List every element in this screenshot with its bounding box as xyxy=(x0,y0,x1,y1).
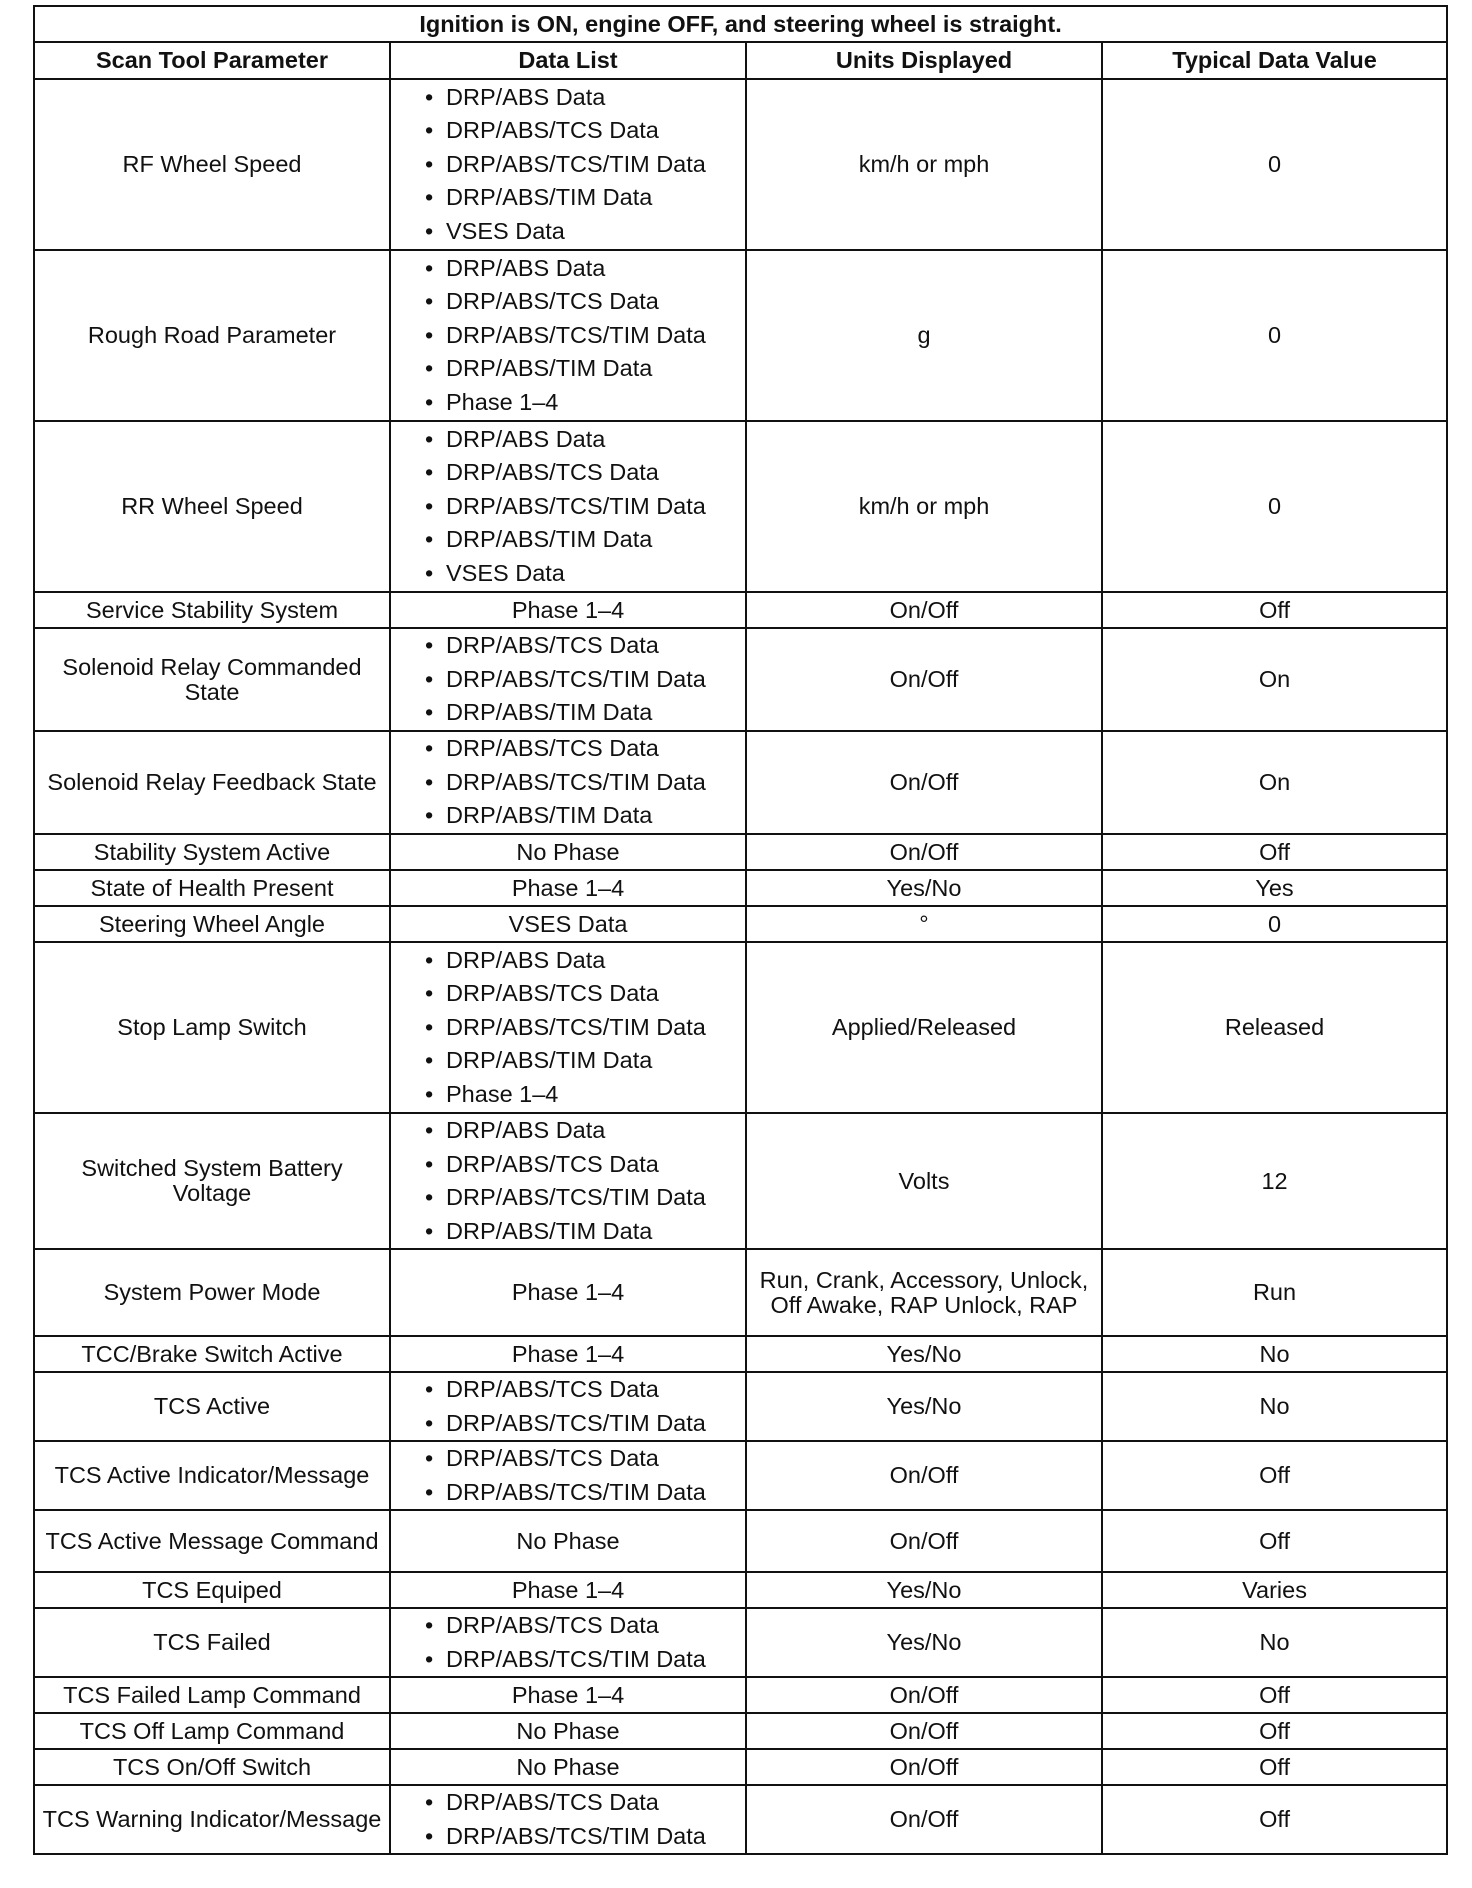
typical-value-cell: No xyxy=(1102,1608,1447,1677)
parameter-cell: TCS Active Indicator/Message xyxy=(34,1441,390,1510)
data-list-cell: No Phase xyxy=(390,834,746,870)
condition-row xyxy=(34,6,1447,42)
data-list xyxy=(421,944,739,1112)
units-cell: On/Off xyxy=(746,1510,1102,1572)
data-list-item: • DRP/ABS/TCS Data xyxy=(421,629,739,663)
parameter-cell: Solenoid Relay Feedback State xyxy=(34,731,390,834)
typical-value-cell: Off xyxy=(1102,834,1447,870)
data-list-item: • DRP/ABS/TCS/TIM Data xyxy=(421,1820,739,1854)
data-list-cell xyxy=(390,421,746,592)
header-row xyxy=(34,42,1447,79)
data-list xyxy=(421,81,739,249)
typical-value-cell: Run xyxy=(1102,1249,1447,1336)
units-cell: Applied/Released xyxy=(746,942,1102,1113)
column-header-parameter: Scan Tool Parameter xyxy=(34,42,390,79)
data-list-item: • DRP/ABS/TCS Data xyxy=(421,114,739,148)
data-list xyxy=(421,1786,739,1853)
data-list-item: • Phase 1–4 xyxy=(421,1078,739,1112)
data-list-cell: No Phase xyxy=(390,1510,746,1572)
table-row xyxy=(34,731,1447,834)
column-header-typical-value: Typical Data Value xyxy=(1102,42,1447,79)
data-list-cell xyxy=(390,942,746,1113)
table-row xyxy=(34,1441,1447,1510)
data-list-item: • DRP/ABS/TIM Data xyxy=(421,1044,739,1078)
table-row xyxy=(34,1510,1447,1572)
units-cell: ° xyxy=(746,906,1102,942)
table-row xyxy=(34,870,1447,906)
table-row xyxy=(34,1608,1447,1677)
units-cell: Yes/No xyxy=(746,1336,1102,1372)
data-list-item: • DRP/ABS/TIM Data xyxy=(421,696,739,730)
data-list-cell xyxy=(390,731,746,834)
data-list-cell xyxy=(390,1372,746,1441)
parameter-cell: Switched System Battery Voltage xyxy=(34,1113,390,1249)
data-list-cell xyxy=(390,1441,746,1510)
typical-value-cell: Yes xyxy=(1102,870,1447,906)
data-list-item: • DRP/ABS/TCS/TIM Data xyxy=(421,1181,739,1215)
data-list-cell xyxy=(390,1608,746,1677)
units-cell: Yes/No xyxy=(746,1608,1102,1677)
data-list-cell: VSES Data xyxy=(390,906,746,942)
typical-value-cell: Varies xyxy=(1102,1572,1447,1608)
data-list-cell: Phase 1–4 xyxy=(390,592,746,628)
parameter-cell: TCS On/Off Switch xyxy=(34,1749,390,1785)
data-list-item: • DRP/ABS/TCS/TIM Data xyxy=(421,1476,739,1510)
table-row xyxy=(34,1785,1447,1854)
table-row xyxy=(34,1249,1447,1336)
units-cell: g xyxy=(746,250,1102,421)
data-list-item: • DRP/ABS Data xyxy=(421,423,739,457)
parameter-cell: TCS Off Lamp Command xyxy=(34,1713,390,1749)
typical-value-cell: Off xyxy=(1102,592,1447,628)
units-cell: On/Off xyxy=(746,731,1102,834)
units-cell: On/Off xyxy=(746,1749,1102,1785)
table-row xyxy=(34,834,1447,870)
data-list-cell: No Phase xyxy=(390,1749,746,1785)
units-cell: km/h or mph xyxy=(746,79,1102,250)
column-header-units: Units Displayed xyxy=(746,42,1102,79)
parameter-cell: TCS Active xyxy=(34,1372,390,1441)
data-list-cell xyxy=(390,1785,746,1854)
units-cell: On/Off xyxy=(746,628,1102,731)
data-list-item: • DRP/ABS/TCS Data xyxy=(421,1373,739,1407)
typical-value-cell: Off xyxy=(1102,1441,1447,1510)
parameter-cell: TCC/Brake Switch Active xyxy=(34,1336,390,1372)
data-list xyxy=(421,1373,739,1440)
table-row xyxy=(34,79,1447,250)
data-list-cell: Phase 1–4 xyxy=(390,1677,746,1713)
data-list-cell xyxy=(390,250,746,421)
table-row xyxy=(34,628,1447,731)
table-row xyxy=(34,1372,1447,1441)
data-list-cell: Phase 1–4 xyxy=(390,870,746,906)
data-list xyxy=(421,732,739,833)
scan-tool-data-table xyxy=(33,5,1448,1855)
column-header-data-list: Data List xyxy=(390,42,746,79)
data-list-cell xyxy=(390,628,746,731)
table-row xyxy=(34,1336,1447,1372)
units-cell: km/h or mph xyxy=(746,421,1102,592)
data-list-item: • DRP/ABS/TCS Data xyxy=(421,1148,739,1182)
data-list-cell: Phase 1–4 xyxy=(390,1572,746,1608)
typical-value-cell: Off xyxy=(1102,1785,1447,1854)
data-list-cell: Phase 1–4 xyxy=(390,1336,746,1372)
test-condition: Ignition is ON, engine OFF, and steering wheel is straight. xyxy=(34,6,1447,42)
units-cell: On/Off xyxy=(746,1785,1102,1854)
data-list xyxy=(421,1609,739,1676)
table-row xyxy=(34,942,1447,1113)
units-cell: Volts xyxy=(746,1113,1102,1249)
data-list xyxy=(421,252,739,420)
data-list-item: • DRP/ABS/TCS Data xyxy=(421,1442,739,1476)
typical-value-cell: 0 xyxy=(1102,250,1447,421)
data-list-cell xyxy=(390,1113,746,1249)
parameter-cell: State of Health Present xyxy=(34,870,390,906)
data-list-item: • VSES Data xyxy=(421,557,739,591)
parameter-cell: Rough Road Parameter xyxy=(34,250,390,421)
table-row xyxy=(34,1713,1447,1749)
data-list-item: • DRP/ABS Data xyxy=(421,252,739,286)
parameter-cell: Service Stability System xyxy=(34,592,390,628)
table-row xyxy=(34,1749,1447,1785)
data-list-item: • DRP/ABS Data xyxy=(421,944,739,978)
data-list-item: • Phase 1–4 xyxy=(421,386,739,420)
data-list-item: • DRP/ABS/TCS/TIM Data xyxy=(421,148,739,182)
data-list-item: • DRP/ABS/TCS Data xyxy=(421,1786,739,1820)
data-list-item: • DRP/ABS/TIM Data xyxy=(421,799,739,833)
typical-value-cell: Off xyxy=(1102,1677,1447,1713)
data-list-item: • DRP/ABS/TCS/TIM Data xyxy=(421,663,739,697)
parameter-cell: Solenoid Relay Commanded State xyxy=(34,628,390,731)
units-cell: On/Off xyxy=(746,592,1102,628)
data-list-item: • DRP/ABS/TCS/TIM Data xyxy=(421,1643,739,1677)
data-list-item: • DRP/ABS/TCS Data xyxy=(421,285,739,319)
data-list-item: • DRP/ABS/TCS Data xyxy=(421,456,739,490)
data-list-item: • DRP/ABS/TCS/TIM Data xyxy=(421,1011,739,1045)
data-list-item: • DRP/ABS Data xyxy=(421,81,739,115)
table-row xyxy=(34,592,1447,628)
data-list-item: • DRP/ABS/TIM Data xyxy=(421,523,739,557)
typical-value-cell: On xyxy=(1102,731,1447,834)
units-cell: On/Off xyxy=(746,1441,1102,1510)
units-cell: Yes/No xyxy=(746,870,1102,906)
data-list xyxy=(421,629,739,730)
data-list xyxy=(421,1114,739,1248)
typical-value-cell: 0 xyxy=(1102,79,1447,250)
units-cell: On/Off xyxy=(746,1713,1102,1749)
table-row xyxy=(34,906,1447,942)
units-cell: On/Off xyxy=(746,834,1102,870)
typical-value-cell: 12 xyxy=(1102,1113,1447,1249)
table-row xyxy=(34,1572,1447,1608)
data-list-item: • DRP/ABS/TCS/TIM Data xyxy=(421,490,739,524)
units-cell: On/Off xyxy=(746,1677,1102,1713)
data-list xyxy=(421,423,739,591)
data-list-item: • DRP/ABS Data xyxy=(421,1114,739,1148)
typical-value-cell: Off xyxy=(1102,1510,1447,1572)
data-list-item: • DRP/ABS/TIM Data xyxy=(421,1215,739,1249)
data-list-item: • DRP/ABS/TIM Data xyxy=(421,352,739,386)
parameter-cell: RR Wheel Speed xyxy=(34,421,390,592)
parameter-cell: TCS Active Message Command xyxy=(34,1510,390,1572)
data-list-item: • DRP/ABS/TCS/TIM Data xyxy=(421,319,739,353)
typical-value-cell: No xyxy=(1102,1336,1447,1372)
scan-tool-data-sheet xyxy=(33,5,1446,1855)
units-cell: Run, Crank, Accessory, Unlock, Off Awake, RAP Unlock, RAP xyxy=(746,1249,1102,1336)
data-list-item: • DRP/ABS/TCS Data xyxy=(421,977,739,1011)
table-row xyxy=(34,250,1447,421)
parameter-cell: TCS Failed xyxy=(34,1608,390,1677)
typical-value-cell: Released xyxy=(1102,942,1447,1113)
data-list-item: • DRP/ABS/TCS Data xyxy=(421,732,739,766)
table-body xyxy=(34,79,1447,1854)
units-cell: Yes/No xyxy=(746,1372,1102,1441)
typical-value-cell: Off xyxy=(1102,1749,1447,1785)
data-list-item: • VSES Data xyxy=(421,215,739,249)
parameter-cell: TCS Failed Lamp Command xyxy=(34,1677,390,1713)
parameter-cell: Stop Lamp Switch xyxy=(34,942,390,1113)
parameter-cell: TCS Warning Indicator/Message xyxy=(34,1785,390,1854)
typical-value-cell: No xyxy=(1102,1372,1447,1441)
parameter-cell: System Power Mode xyxy=(34,1249,390,1336)
data-list xyxy=(421,1442,739,1509)
typical-value-cell: 0 xyxy=(1102,906,1447,942)
table-row xyxy=(34,1113,1447,1249)
typical-value-cell: Off xyxy=(1102,1713,1447,1749)
data-list-item: • DRP/ABS/TCS Data xyxy=(421,1609,739,1643)
parameter-cell: Steering Wheel Angle xyxy=(34,906,390,942)
data-list-cell xyxy=(390,79,746,250)
table-row xyxy=(34,421,1447,592)
data-list-item: • DRP/ABS/TCS/TIM Data xyxy=(421,766,739,800)
parameter-cell: Stability System Active xyxy=(34,834,390,870)
data-list-cell: Phase 1–4 xyxy=(390,1249,746,1336)
parameter-cell: RF Wheel Speed xyxy=(34,79,390,250)
units-cell: Yes/No xyxy=(746,1572,1102,1608)
typical-value-cell: On xyxy=(1102,628,1447,731)
typical-value-cell: 0 xyxy=(1102,421,1447,592)
table-row xyxy=(34,1677,1447,1713)
data-list-cell: No Phase xyxy=(390,1713,746,1749)
data-list-item: • DRP/ABS/TIM Data xyxy=(421,181,739,215)
data-list-item: • DRP/ABS/TCS/TIM Data xyxy=(421,1407,739,1441)
parameter-cell: TCS Equiped xyxy=(34,1572,390,1608)
